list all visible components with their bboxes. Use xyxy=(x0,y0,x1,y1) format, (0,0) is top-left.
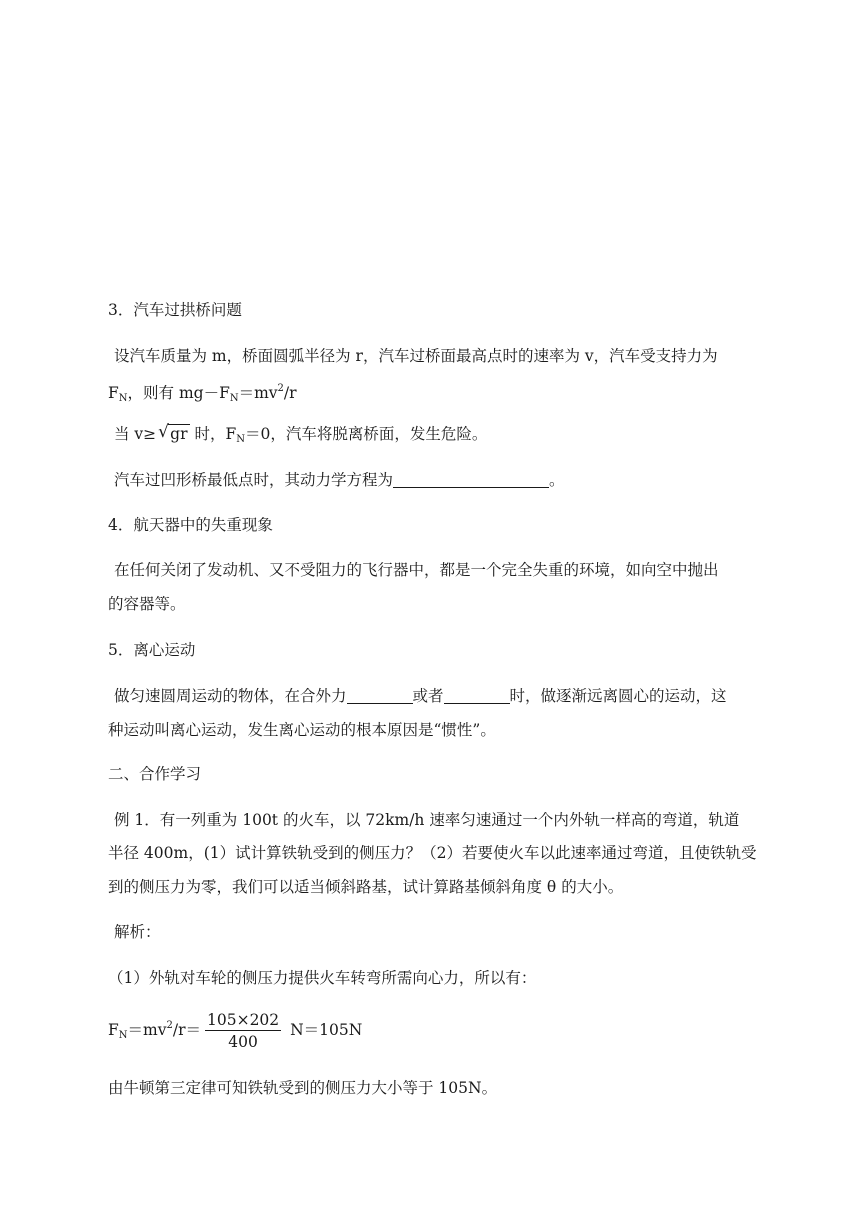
fraction: $\frac{105\times 202}{400}$ xyxy=(207,1010,280,1051)
example-1-line-1: 例 1．有一列重为 100t 的火车，以 72km/h 速率匀速通过一个内外轨一样高的弯道，轨道 xyxy=(114,811,740,829)
analysis-step-1: （1）外轨对车轮的侧压力提供火车转弯所需向心力，所以有： xyxy=(108,969,537,987)
square-root: √ gr xyxy=(158,422,188,443)
fill-in-blank xyxy=(347,687,413,704)
section-3-paragraph-1-line-1: 设汽车质量为 m，桥面圆弧半径为 r，汽车过桥面最高点时的速率为 v，汽车受支持力为 xyxy=(114,347,718,365)
section-4-heading: 4．航天器中的失重现象 xyxy=(108,516,273,534)
part-2-heading: 二、合作学习 xyxy=(108,765,202,783)
section-4-paragraph-line-2: 的容器等。 xyxy=(108,595,186,613)
example-1-line-3: 到的侧压力为零，我们可以适当倾斜路基，试计算路基倾斜角度 θ 的大小。 xyxy=(108,878,624,896)
fill-in-blank xyxy=(444,687,510,704)
section-5-paragraph-line-2: 种运动叫离心运动，发生离心运动的根本原因是“惯性”。 xyxy=(108,721,496,739)
example-1-line-2: 半径 400m，(1）试计算铁轨受到的侧压力？（2）若要使火车以此速率通过弯道，且使铁轨受 xyxy=(108,844,757,862)
analysis-label: 解析： xyxy=(114,923,161,941)
formula-line: $F_N=mv^2/r=$ $\frac{105\times 202}{400}$ N＝105N xyxy=(108,1010,363,1051)
section-5-heading: 5．离心运动 xyxy=(108,641,196,659)
section-3-heading: 3．汽车过拱桥问题 xyxy=(108,301,242,319)
section-4-paragraph-line-1: 在任何关闭了发动机、又不受阻力的飞行器中，都是一个完全失重的环境，如向空中抛出 xyxy=(114,561,719,579)
analysis-conclusion: 由牛顿第三定律可知铁轨受到的侧压力大小等于 105N。 xyxy=(108,1079,498,1097)
section-5-paragraph-line-1: 做匀速圆周运动的物体，在合外力 或者 时，做逐渐远离圆心的运动，这 xyxy=(114,687,727,705)
fill-in-blank xyxy=(393,471,549,488)
section-3-paragraph-3: 汽车过凹形桥最低点时，其动力学方程为 。 xyxy=(114,471,565,489)
section-3-paragraph-2: 当 v≥ √ gr 时，$F_N=0$，汽车将脱离桥面，发生危险。 xyxy=(114,422,488,445)
section-3-paragraph-1-line-2: $F_N$，则有 $mg-F_N=mv^2/r$ xyxy=(108,383,297,404)
